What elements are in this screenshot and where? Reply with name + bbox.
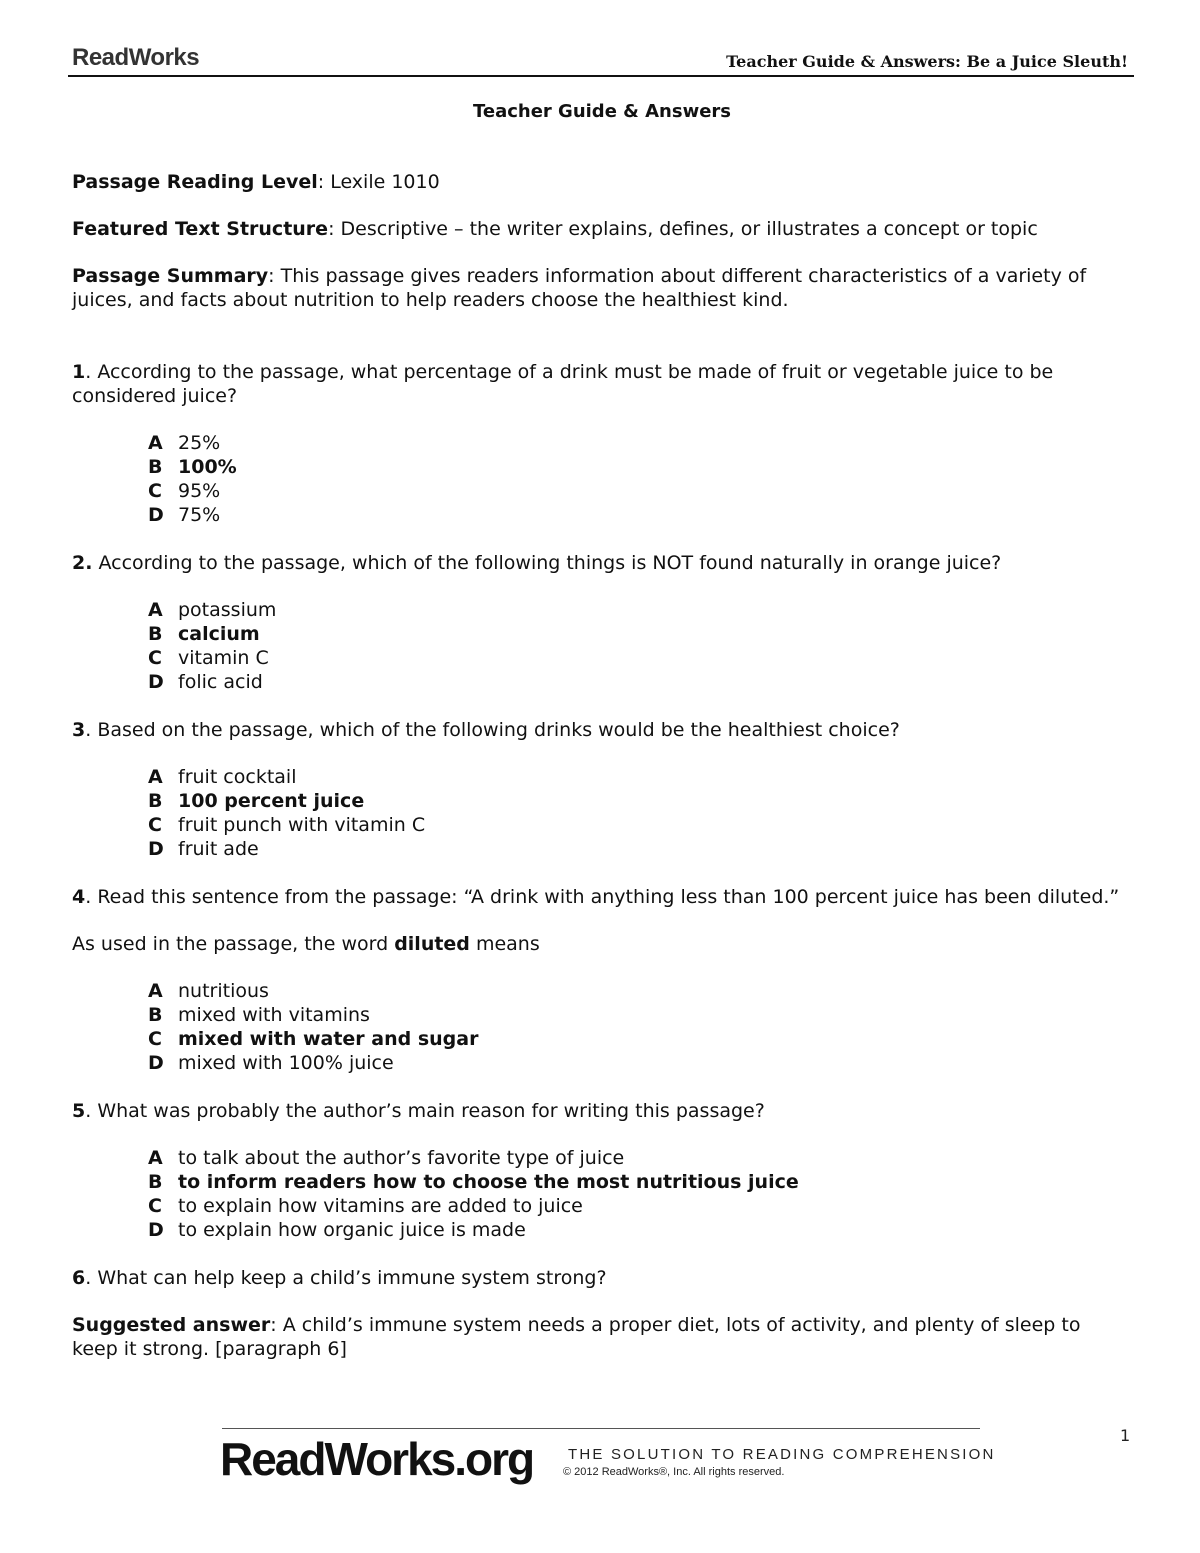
passage-summary-label: Passage Summary bbox=[72, 265, 269, 287]
option-b bbox=[148, 622, 1132, 646]
option-letter: B bbox=[148, 790, 163, 812]
passage-summary bbox=[72, 264, 1132, 312]
reading-level bbox=[72, 170, 1132, 194]
option-text: to explain how vitamins are added to juice bbox=[178, 1195, 583, 1217]
option-letter: C bbox=[148, 1195, 162, 1217]
option-d bbox=[148, 1051, 1132, 1075]
correct-option-text: 100 percent juice bbox=[178, 790, 365, 812]
question-text: According to the passage, which of the following things is NOT found naturally in orange juice? bbox=[92, 552, 1002, 574]
correct-option-text: 100% bbox=[178, 456, 237, 478]
option-text: mixed with vitamins bbox=[178, 1004, 370, 1026]
text-structure-label: Featured Text Structure bbox=[72, 218, 329, 240]
option-text: to explain how organic juice is made bbox=[178, 1219, 526, 1241]
question-4 bbox=[72, 885, 1132, 909]
correct-option-text: to inform readers how to choose the most nutritious juice bbox=[178, 1171, 799, 1193]
option-letter: D bbox=[148, 1219, 164, 1241]
readworks-logo: ReadWorks bbox=[72, 44, 200, 71]
option-text: potassium bbox=[178, 599, 277, 621]
question-separator: . bbox=[85, 719, 92, 741]
header-document-title: Teacher Guide & Answers: Be a Juice Sleuth! bbox=[726, 52, 1128, 71]
reading-level-label: Passage Reading Level bbox=[72, 171, 318, 193]
option-d bbox=[148, 1218, 1132, 1242]
option-a bbox=[148, 979, 1132, 1003]
question-text: What can help keep a child’s immune system strong? bbox=[91, 1267, 607, 1289]
option-letter: A bbox=[148, 432, 163, 454]
option-letter: B bbox=[148, 1171, 163, 1193]
question-2-options bbox=[148, 598, 1132, 694]
question-6 bbox=[72, 1266, 1132, 1290]
question-text: What was probably the author’s main reason for writing this passage? bbox=[91, 1100, 765, 1122]
suggested-answer bbox=[72, 1313, 1132, 1361]
option-letter: B bbox=[148, 623, 163, 645]
option-a bbox=[148, 431, 1132, 455]
text-structure-value: : Descriptive – the writer explains, defines, or illustrates a concept or topic bbox=[328, 218, 1038, 240]
option-d bbox=[148, 670, 1132, 694]
option-letter: D bbox=[148, 504, 164, 526]
option-c bbox=[148, 1194, 1132, 1218]
header-divider bbox=[68, 75, 1134, 77]
question-number: 1 bbox=[72, 361, 86, 383]
option-letter: A bbox=[148, 599, 163, 621]
option-c bbox=[148, 813, 1132, 837]
option-letter: D bbox=[148, 1052, 164, 1074]
option-a bbox=[148, 1146, 1132, 1170]
question-separator: . bbox=[85, 886, 92, 908]
option-letter: D bbox=[148, 838, 164, 860]
option-text: 75% bbox=[178, 504, 221, 526]
question-number: 5 bbox=[72, 1100, 86, 1122]
question-1 bbox=[72, 360, 1132, 408]
question-3-options bbox=[148, 765, 1132, 861]
option-text: fruit cocktail bbox=[178, 766, 297, 788]
suggested-answer-label: Suggested answer bbox=[72, 1314, 271, 1336]
document-body bbox=[72, 100, 1132, 1384]
question-separator: . bbox=[85, 552, 93, 574]
question-4-prompt bbox=[72, 932, 1132, 956]
question-separator: . bbox=[85, 1267, 92, 1289]
question-5-options bbox=[148, 1146, 1132, 1242]
option-text: to talk about the author’s favorite type of juice bbox=[178, 1147, 625, 1169]
question-1-options bbox=[148, 431, 1132, 527]
option-text: fruit punch with vitamin C bbox=[178, 814, 426, 836]
option-text: vitamin C bbox=[178, 647, 269, 669]
footer-copyright: © 2012 ReadWorks®, Inc. All rights reserved. bbox=[563, 1466, 785, 1478]
reading-level-value: : Lexile 1010 bbox=[317, 171, 440, 193]
option-letter: A bbox=[148, 980, 163, 1002]
question-text: According to the passage, what percentage of a drink must be made of fruit or vegetable juice to be considered juice? bbox=[72, 361, 1054, 407]
option-b bbox=[148, 1003, 1132, 1027]
option-letter: B bbox=[148, 456, 163, 478]
option-letter: B bbox=[148, 1004, 163, 1026]
question-number: 3 bbox=[72, 719, 86, 741]
footer-tagline: THE SOLUTION TO READING COMPREHENSION bbox=[568, 1446, 996, 1463]
option-text: 25% bbox=[178, 432, 221, 454]
option-a bbox=[148, 598, 1132, 622]
option-text: nutritious bbox=[178, 980, 269, 1002]
option-text: fruit ade bbox=[178, 838, 259, 860]
page-number: 1 bbox=[1120, 1426, 1131, 1445]
passage-summary-value: : This passage gives readers information about different characteristics of a variety of juices, and facts about nutrition to help readers choose the healthiest kind. bbox=[72, 265, 1087, 311]
option-letter: C bbox=[148, 1028, 162, 1050]
option-letter: C bbox=[148, 480, 162, 502]
option-d bbox=[148, 837, 1132, 861]
option-b bbox=[148, 1170, 1132, 1194]
text-structure bbox=[72, 217, 1132, 241]
option-a bbox=[148, 765, 1132, 789]
question-4-options bbox=[148, 979, 1132, 1075]
question-text: Based on the passage, which of the following drinks would be the healthiest choice? bbox=[91, 719, 900, 741]
question-3 bbox=[72, 718, 1132, 742]
question-5 bbox=[72, 1099, 1132, 1123]
option-letter: C bbox=[148, 647, 162, 669]
question-2 bbox=[72, 551, 1132, 575]
question-number: 6 bbox=[72, 1267, 86, 1289]
option-letter: A bbox=[148, 1147, 163, 1169]
option-c bbox=[148, 1027, 1132, 1051]
option-b bbox=[148, 455, 1132, 479]
option-letter: A bbox=[148, 766, 163, 788]
suggested-answer-text: : A child’s immune system needs a proper diet, lots of activity, and plenty of sleep to keep it strong. [paragraph 6] bbox=[72, 1314, 1081, 1360]
option-text: folic acid bbox=[178, 671, 263, 693]
option-letter: C bbox=[148, 814, 162, 836]
readworks-org-logo: ReadWorks.org bbox=[220, 1433, 534, 1485]
option-b bbox=[148, 789, 1132, 813]
correct-option-text: calcium bbox=[178, 623, 260, 645]
question-number: 2 bbox=[72, 552, 86, 574]
option-c bbox=[148, 646, 1132, 670]
question-text: Read this sentence from the passage: “A drink with anything less than 100 percent juice has been diluted.” bbox=[91, 886, 1120, 908]
question-separator: . bbox=[85, 1100, 92, 1122]
option-d bbox=[148, 503, 1132, 527]
option-letter: D bbox=[148, 671, 164, 693]
option-text: mixed with 100% juice bbox=[178, 1052, 394, 1074]
correct-option-text: mixed with water and sugar bbox=[178, 1028, 479, 1050]
prompt-text: As used in the passage, the word bbox=[72, 933, 395, 955]
question-separator: . bbox=[85, 361, 92, 383]
page-title: Teacher Guide & Answers bbox=[472, 101, 732, 122]
prompt-text: means bbox=[469, 933, 540, 955]
question-number: 4 bbox=[72, 886, 86, 908]
option-text: 95% bbox=[178, 480, 221, 502]
option-c bbox=[148, 479, 1132, 503]
prompt-keyword: diluted bbox=[394, 933, 470, 955]
footer-divider bbox=[222, 1428, 980, 1429]
